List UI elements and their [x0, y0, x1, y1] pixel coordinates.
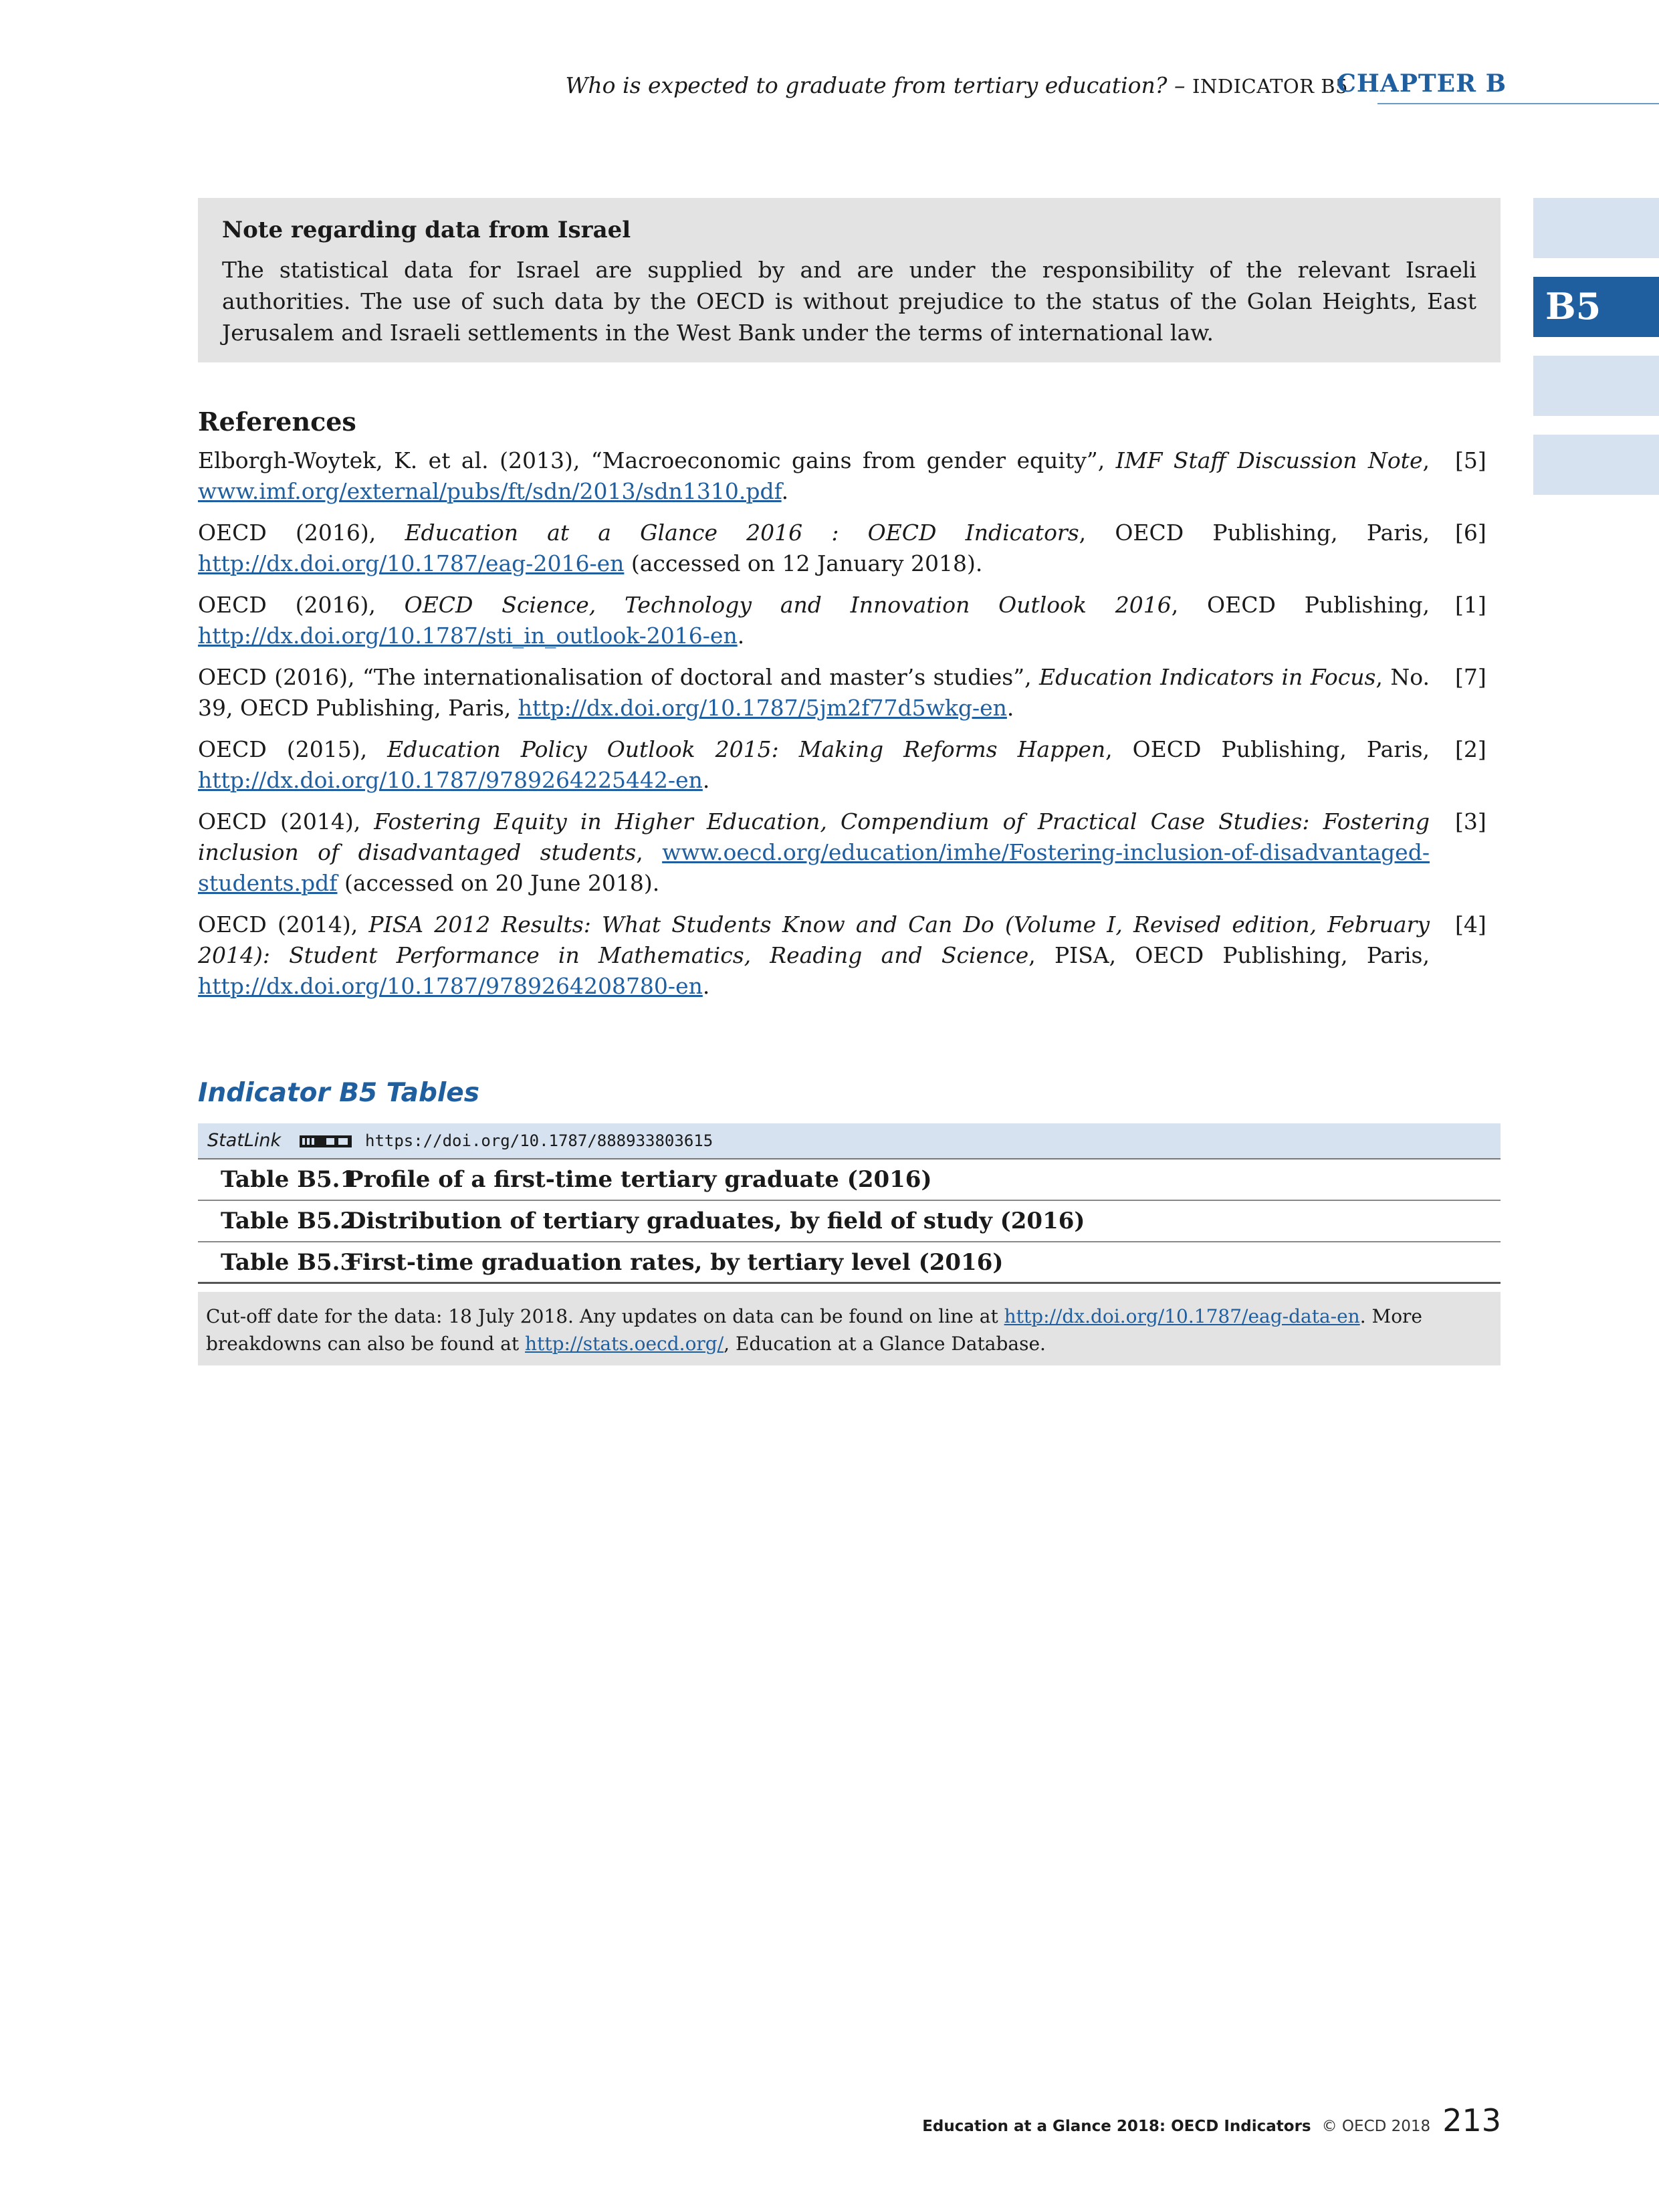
page-footer — [922, 2102, 1501, 2138]
reference-link[interactable]: www.oecd.org/education/imhe/Fostering-inclusion-of-disadvantaged-students.pdf — [198, 839, 1430, 896]
reference-item — [198, 909, 1486, 1002]
reference-title: OECD Science, Technology and Innovation Outlook 2016 — [404, 592, 1172, 618]
table-list-item[interactable] — [198, 1242, 1501, 1284]
reference-link[interactable]: http://dx.doi.org/10.1787/eag-2016-en — [198, 550, 625, 576]
reference-link[interactable]: www.imf.org/external/pubs/ft/sdn/2013/sdn1310.pdf — [198, 478, 782, 504]
reference-item — [198, 734, 1486, 796]
statlink-label: StatLink — [207, 1130, 282, 1151]
reference-title: PISA 2012 Results: What Students Know and Can Do (Volume I, Revised edition, February 2014): Student Performance in Mathematics, Reading and Science — [198, 911, 1430, 968]
cutoff-text: Cut-off date for the data: 18 July 2018. Any updates on data can be found on line at — [206, 1305, 1004, 1327]
reference-title: Education Indicators in Focus — [1039, 664, 1376, 690]
footer-copyright: © OECD 2018 — [1321, 2118, 1431, 2135]
side-tab-blank — [1533, 356, 1659, 416]
table-id: Table B5.2 — [221, 1208, 356, 1234]
reference-title: IMF Staff Discussion Note — [1115, 447, 1423, 473]
reference-text: , — [636, 839, 663, 865]
reference-text: , OECD Publishing, — [1171, 592, 1430, 618]
reference-item — [198, 806, 1486, 899]
reference-text: . — [781, 478, 789, 504]
statlink-bar — [198, 1123, 1501, 1159]
header-chapter: CHAPTER B — [1337, 70, 1507, 98]
reference-number: [7] — [1455, 664, 1486, 690]
reference-text: , No. 39, OECD Publishing, Paris, — [198, 664, 1430, 721]
reference-text: OECD (2016), — [198, 592, 405, 618]
reference-text: OECD (2016), “The internationalisation of doctoral and master’s studies”, — [198, 664, 1040, 690]
cutoff-text: , Education at a Glance Database. — [724, 1333, 1046, 1355]
reference-text: , PISA, OECD Publishing, Paris, — [1028, 942, 1430, 968]
header-indicator: INDICATOR B5 — [1192, 75, 1348, 98]
reference-text: . — [1006, 695, 1014, 721]
cutoff-link[interactable]: http://stats.oecd.org/ — [525, 1333, 724, 1355]
reference-item — [198, 518, 1486, 579]
table-id: Table B5.1 — [221, 1166, 356, 1193]
reference-text: . — [702, 973, 710, 999]
reference-number: [6] — [1455, 520, 1486, 546]
reference-text: (accessed on 12 January 2018). — [624, 550, 983, 576]
side-tab-blank — [1533, 198, 1659, 258]
reference-number: [3] — [1455, 808, 1486, 835]
reference-item — [198, 590, 1486, 651]
table-title: Profile of a first-time tertiary graduate (2016) — [346, 1166, 932, 1193]
cutoff-text: . More breakdowns can also be found at — [206, 1305, 1423, 1355]
header-rule — [1377, 103, 1659, 104]
reference-link[interactable]: http://dx.doi.org/10.1787/9789264208780-en — [198, 973, 703, 999]
running-header — [565, 70, 1659, 104]
reference-number: [2] — [1455, 736, 1486, 762]
table-title: Distribution of tertiary graduates, by field of study (2016) — [346, 1208, 1085, 1234]
header-title-text: Who is expected to graduate from tertiary education? – — [565, 72, 1186, 98]
tables-heading: Indicator B5 Tables — [198, 1078, 479, 1108]
cutoff-note — [198, 1292, 1501, 1365]
side-tab-blank — [1533, 435, 1659, 495]
reference-text: OECD (2014), — [198, 911, 369, 937]
reference-link[interactable]: http://dx.doi.org/10.1787/5jm2f77d5wkg-en — [518, 695, 1007, 721]
table-list-item[interactable] — [198, 1159, 1501, 1201]
reference-text: OECD (2014), — [198, 808, 374, 835]
table-id: Table B5.3 — [221, 1249, 356, 1276]
footer-publication: Education at a Glance 2018: OECD Indicators — [922, 2118, 1311, 2135]
reference-text: , OECD Publishing, Paris, — [1105, 736, 1430, 762]
reference-text: OECD (2015), — [198, 736, 388, 762]
reference-item — [198, 662, 1486, 724]
reference-title: Fostering Equity in Higher Education, Compendium of Practical Case Studies: Fostering inclusion of disadvantaged students — [198, 808, 1430, 865]
reference-text: (accessed on 20 June 2018). — [337, 870, 660, 896]
table-list-item[interactable] — [198, 1201, 1501, 1242]
reference-number: [1] — [1455, 592, 1486, 618]
reference-text: , OECD Publishing, Paris, — [1079, 520, 1430, 546]
reference-text: . — [702, 767, 710, 793]
tables-list — [198, 1159, 1501, 1284]
note-box — [198, 198, 1501, 362]
note-title: Note regarding data from Israel — [222, 217, 631, 243]
table-title: First-time graduation rates, by tertiary level (2016) — [346, 1249, 1004, 1276]
reference-text: Elborgh-Woytek, K. et al. (2013), “Macroeconomic gains from gender equity”, — [198, 447, 1116, 473]
reference-text: OECD (2016), — [198, 520, 405, 546]
reference-title: Education at a Glance 2016 : OECD Indicators — [405, 520, 1079, 546]
references-heading: References — [198, 407, 356, 437]
reference-number: [4] — [1455, 911, 1486, 937]
reference-text: . — [737, 623, 745, 649]
statlink-url[interactable]: https://doi.org/10.1787/888933803615 — [365, 1131, 713, 1150]
side-tab-label: B5 — [1545, 285, 1601, 328]
reference-link[interactable]: http://dx.doi.org/10.1787/sti_in_outlook-2016-en — [198, 623, 738, 649]
page-number: 213 — [1442, 2102, 1501, 2138]
reference-link[interactable]: http://dx.doi.org/10.1787/9789264225442-en — [198, 767, 703, 793]
header-title — [565, 72, 1348, 98]
reference-number: [5] — [1455, 447, 1486, 473]
statlink-logo-icon — [300, 1134, 352, 1149]
note-text: The statistical data for Israel are supplied by and are under the responsibility of the relevant Israeli authorities. The use of such data by the OECD is without prejudice to the status of the Golan Heights, East Jerusalem and Israeli settlements in the West Bank under the terms of international law. — [222, 257, 1476, 346]
references-list — [198, 445, 1535, 1012]
cutoff-link[interactable]: http://dx.doi.org/10.1787/eag-data-en — [1004, 1305, 1360, 1327]
reference-text: , — [1422, 447, 1430, 473]
reference-title: Education Policy Outlook 2015: Making Reforms Happen — [387, 736, 1106, 762]
side-tab-b5 — [1533, 277, 1659, 337]
reference-item — [198, 445, 1486, 507]
